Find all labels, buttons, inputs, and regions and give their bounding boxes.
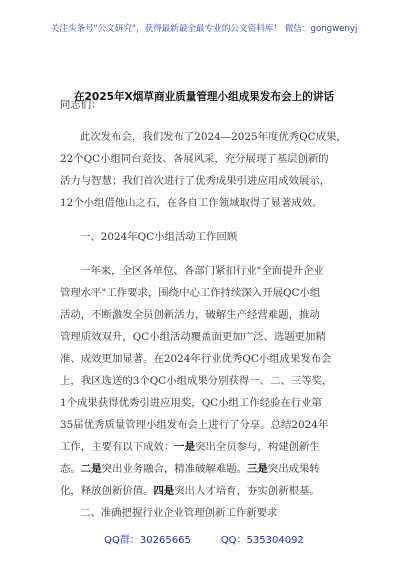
body-line: 管理水平"工作要求，围绕中心工作持续深入开展QC小组	[60, 287, 321, 299]
section-heading-1: 一、2024年QC小组活动工作回顾	[80, 231, 238, 243]
achievement-text-one-end: 态。	[60, 463, 81, 475]
achievement-label-one: 一是	[174, 441, 196, 453]
footer-contacts	[0, 531, 408, 546]
body-line: 上，我区选送的3个QC小组成果分别获得一、二、三等奖，	[60, 375, 333, 387]
document-title: 在2025年X烟草商业质量管理小组成果发布会上的讲话	[73, 91, 335, 103]
body-line	[60, 440, 320, 454]
body-text: 工作，主要有以下成效：	[60, 441, 175, 453]
achievement-text-one: 突出全员参与，构建创新生	[195, 441, 320, 453]
section-heading-2: 二、准确把握行业企业管理创新工作新要求	[80, 507, 278, 519]
body-line	[60, 462, 320, 476]
achievement-text-two: 突出业务融合，精准破解难题。	[101, 463, 248, 475]
body-line: 活动，不断激发全员创新活力，破解生产经营难题，推动	[60, 309, 320, 321]
body-line: 准、成效更加显著。在2024年行业优秀QC小组成果发布会	[60, 353, 332, 365]
footer-qq: QQ：535304092	[220, 535, 304, 546]
body-line: 1个成果获得优秀引进应用奖，QC小组工作经验在行业第	[60, 397, 323, 409]
body-line: 一年来，全区各单位、各部门紧扣行业"全面提升企业	[80, 265, 324, 277]
achievement-text-three: 突出成果转	[267, 463, 320, 475]
salutation: 同志们：	[60, 99, 102, 111]
intro-line: 12个小组借他山之石，在各自工作领域取得了显著成效。	[60, 197, 323, 209]
body-line: 管理质效双升，QC小组活动覆盖面更加广泛、选题更加精	[60, 331, 326, 343]
achievement-text-four: 突出人才培育，夯实创新根基。	[174, 485, 320, 497]
footer-qq-group: QQ群：30265665	[104, 535, 191, 546]
achievement-label-three: 三是	[247, 463, 268, 475]
intro-line: 22个QC小组同台竞技、各展风采，充分展现了基层创新的	[60, 153, 329, 165]
header-banner: 关注头条号"公文研究"，获得最新最全最专业的公文资料库！ 微信：gongwenyj	[50, 24, 358, 34]
body-line: 35届优秀质量管理小组发布会上进行了分享。总结2024年	[60, 419, 329, 431]
achievement-label-four: 四是	[153, 485, 175, 497]
achievement-text-three-end: 化，释放创新价值。	[60, 485, 154, 497]
intro-line: 活力与智慧；我们首次进行了优秀成果引进应用成效展示，	[60, 175, 331, 187]
achievement-label-two: 二是	[80, 463, 102, 475]
intro-line: 此次发布会，我们发布了2024—2025年度优秀QC成果，	[80, 131, 347, 143]
body-line	[60, 484, 320, 498]
